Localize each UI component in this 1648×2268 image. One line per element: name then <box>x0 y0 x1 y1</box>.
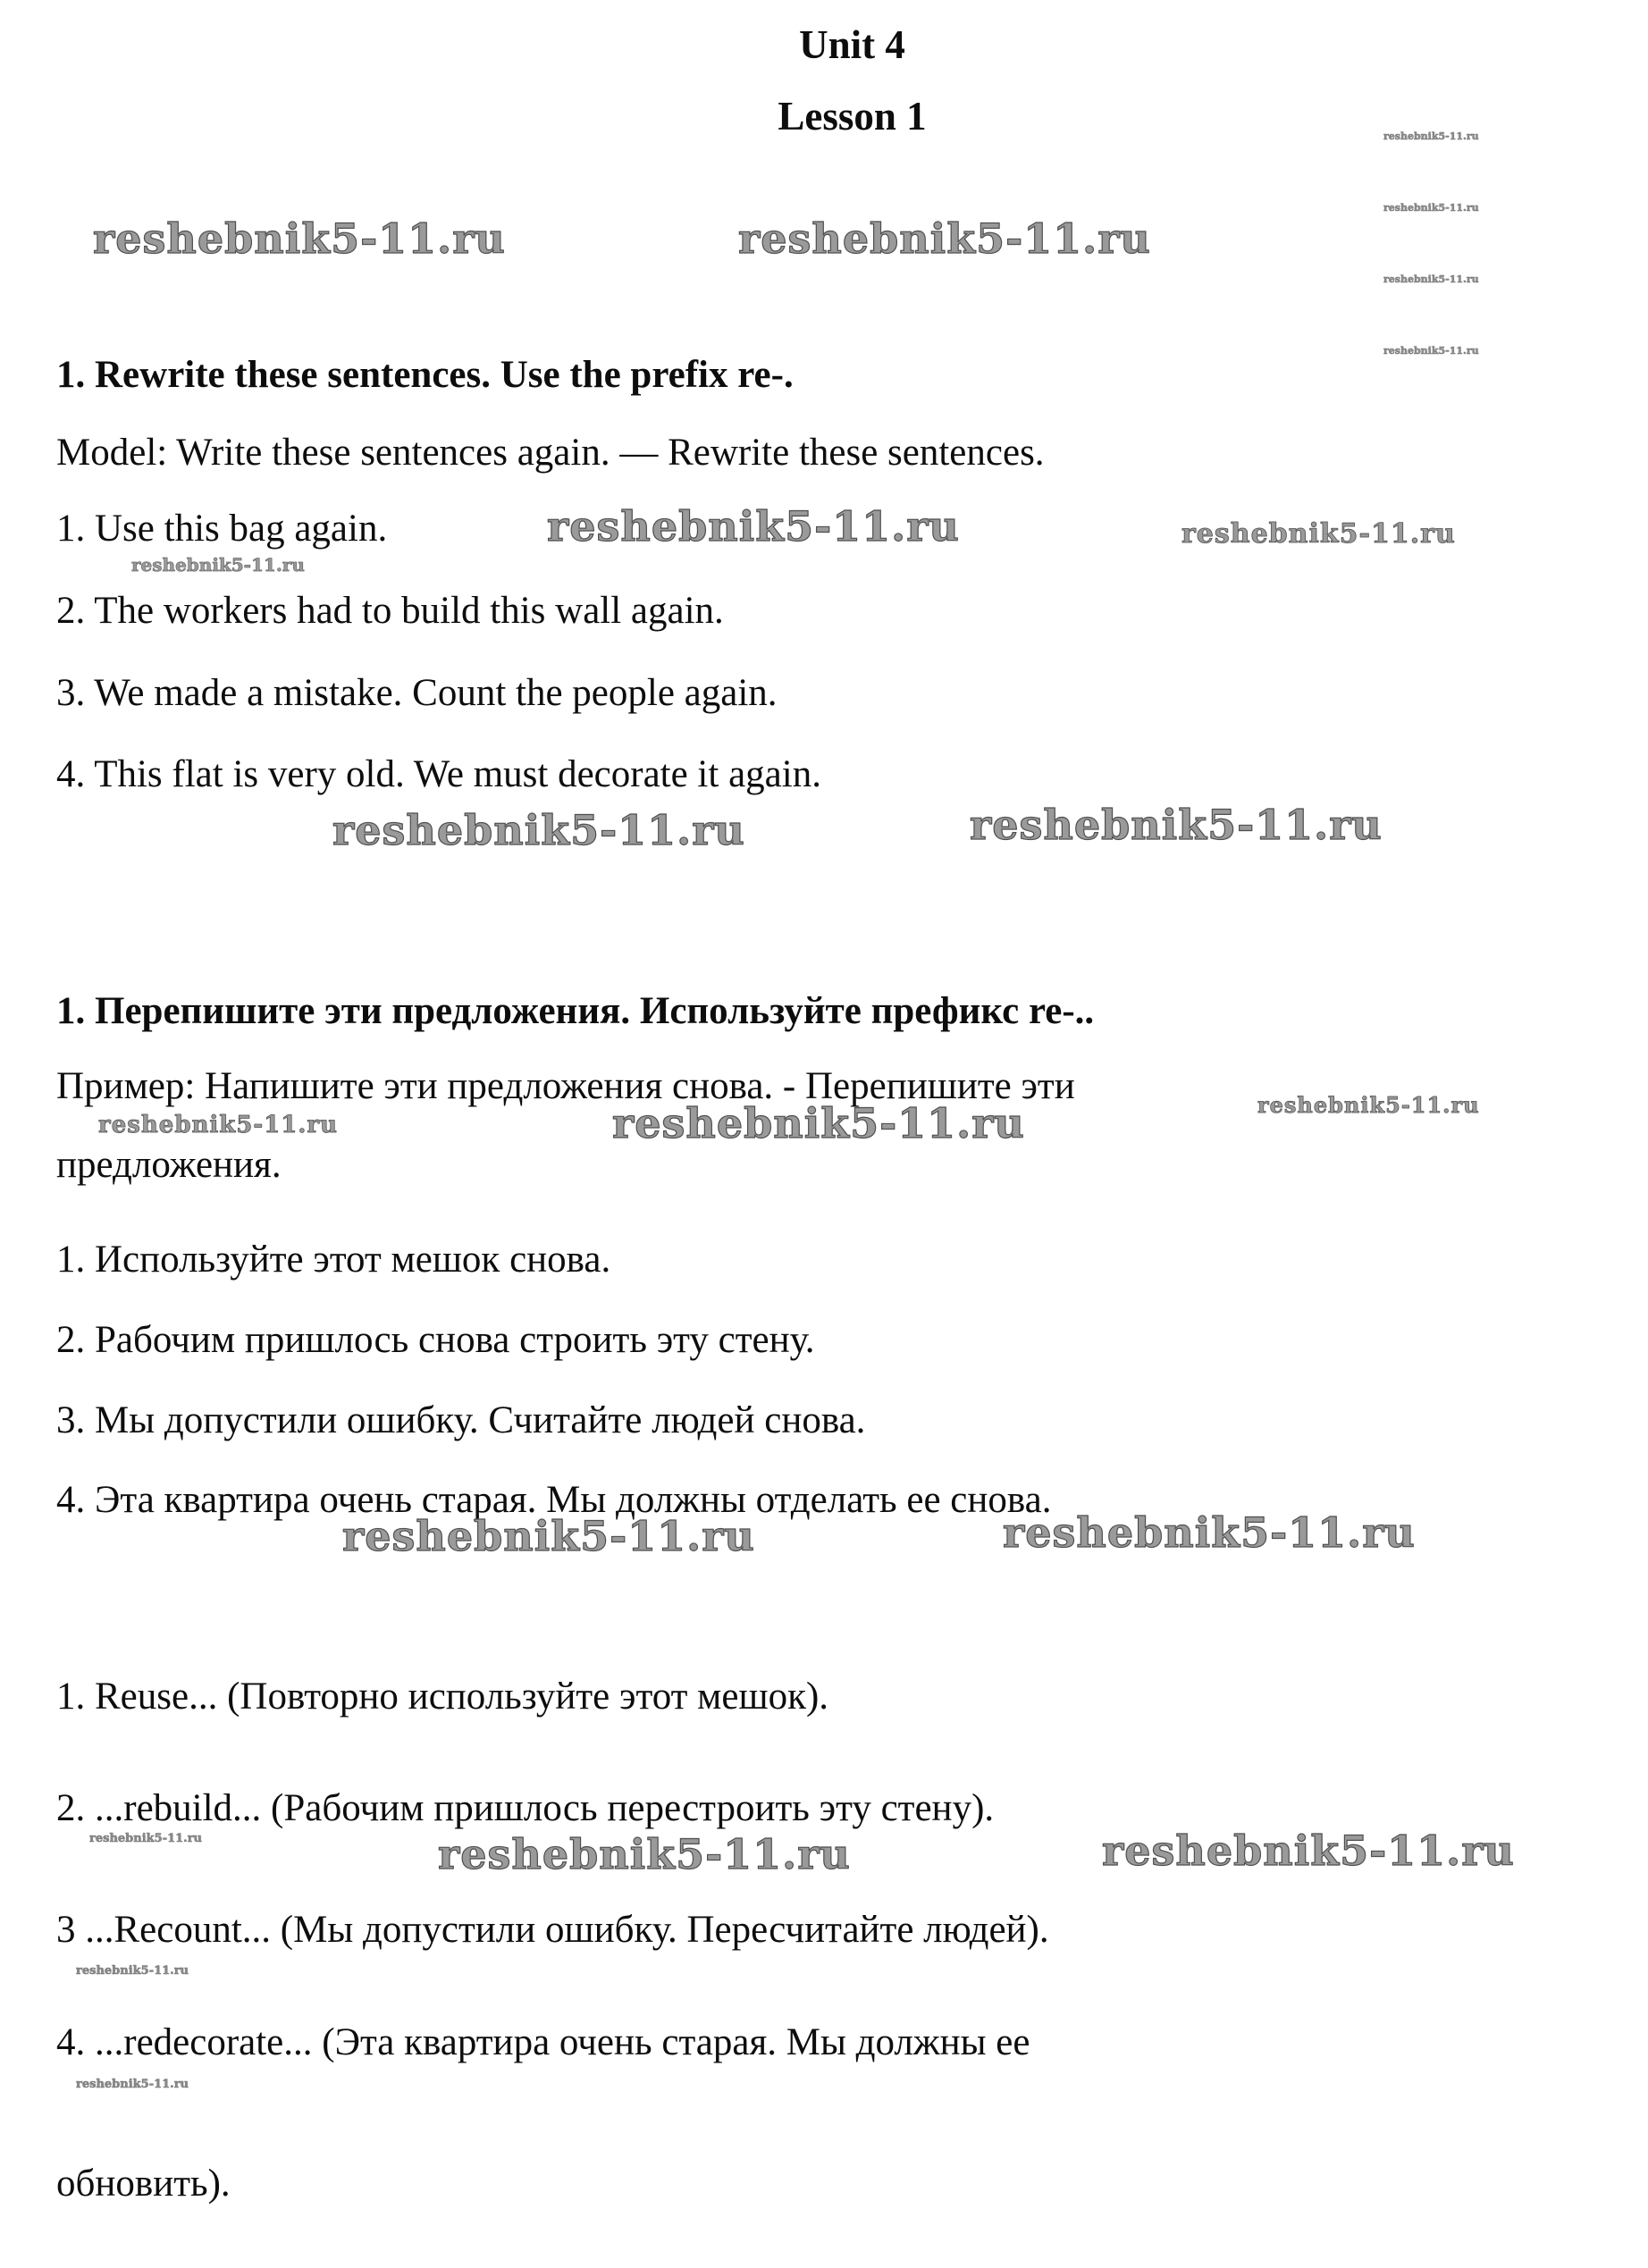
russian-item-1: 1. Используйте этот мешок снова. <box>56 1239 611 1281</box>
watermark-big-answers-left: reshebnik5-11.ru <box>438 1830 851 1878</box>
english-item-2: 2. The workers had to build this wall again. <box>56 590 724 632</box>
russian-model-line2: предложения. <box>56 1144 282 1186</box>
watermark-tiny-right-3: reshebnik5-11.ru <box>1383 273 1479 285</box>
watermark-big-line1-inline: reshebnik5-11.ru <box>547 502 960 550</box>
english-model: Model: Write these sentences again. — Rewrite these sentences. <box>56 432 1045 474</box>
answer-item-4-wrap: обновить). <box>56 2163 231 2205</box>
watermark-big-row1-center: reshebnik5-11.ru <box>738 214 1151 263</box>
watermark-big-answers-right: reshebnik5-11.ru <box>1102 1827 1515 1875</box>
watermark-big-ru4-right: reshebnik5-11.ru <box>1003 1508 1416 1557</box>
russian-item-3: 3. Мы допустили ошибку. Считайте людей снова. <box>56 1399 866 1441</box>
english-item-1: 1. Use this bag again. <box>56 508 388 550</box>
english-item-4: 4. This flat is very old. We must decorate it again. <box>56 753 821 795</box>
watermark-big-ru4-left: reshebnik5-11.ru <box>342 1512 755 1560</box>
watermark-tiny-right-4: reshebnik5-11.ru <box>1383 345 1479 357</box>
watermark-tiny-under-answer4: reshebnik5-11.ru <box>76 2078 189 2091</box>
unit-title: Unit 4 <box>799 22 905 67</box>
answer-item-3: 3 ...Recount... (Мы допустили ошибку. Пересчитайте людей). <box>56 1909 1049 1951</box>
watermark-big-rowE-right: reshebnik5-11.ru <box>970 801 1383 849</box>
answer-item-1: 1. Reuse... (Повторно используйте этот мешок). <box>56 1676 829 1718</box>
russian-model-line1: Пример: Напишите эти предложения снова. - Перепишите эти <box>56 1065 1075 1107</box>
watermark-tiny-under-answer3: reshebnik5-11.ru <box>76 1964 189 1978</box>
lesson-title: Lesson 1 <box>778 94 927 139</box>
answer-item-4: 4. ...redecorate... (Эта квартира очень старая. Мы должны ее <box>56 2021 1030 2063</box>
watermark-small-under-line1: reshebnik5-11.ru <box>131 554 305 575</box>
english-heading: 1. Rewrite these sentences. Use the prefix re-. <box>56 354 794 396</box>
watermark-big-ru-center: reshebnik5-11.ru <box>612 1099 1025 1147</box>
watermark-big-row1-left: reshebnik5-11.ru <box>93 214 506 263</box>
answer-item-2: 2. ...rebuild... (Рабочим пришлось перестроить эту стену). <box>56 1787 995 1829</box>
watermark-tiny-under-answer2: reshebnik5-11.ru <box>89 1832 203 1845</box>
watermark-medium-ru-right: reshebnik5-11.ru <box>1257 1092 1480 1118</box>
watermark-medium-line1-right: reshebnik5-11.ru <box>1181 518 1456 550</box>
watermark-small-ru-left: reshebnik5-11.ru <box>98 1112 339 1138</box>
russian-item-4: 4. Эта квартира очень старая. Мы должны отделать ее снова. <box>56 1479 1052 1521</box>
russian-heading: 1. Перепишите эти предложения. Используйте префикс re-.. <box>56 990 1095 1032</box>
russian-item-2: 2. Рабочим пришлось снова строить эту стену. <box>56 1319 815 1361</box>
watermark-tiny-right-1: reshebnik5-11.ru <box>1383 130 1479 142</box>
english-item-3: 3. We made a mistake. Count the people again. <box>56 672 778 714</box>
watermark-tiny-right-2: reshebnik5-11.ru <box>1383 202 1479 214</box>
watermark-big-rowE-left: reshebnik5-11.ru <box>332 806 745 854</box>
